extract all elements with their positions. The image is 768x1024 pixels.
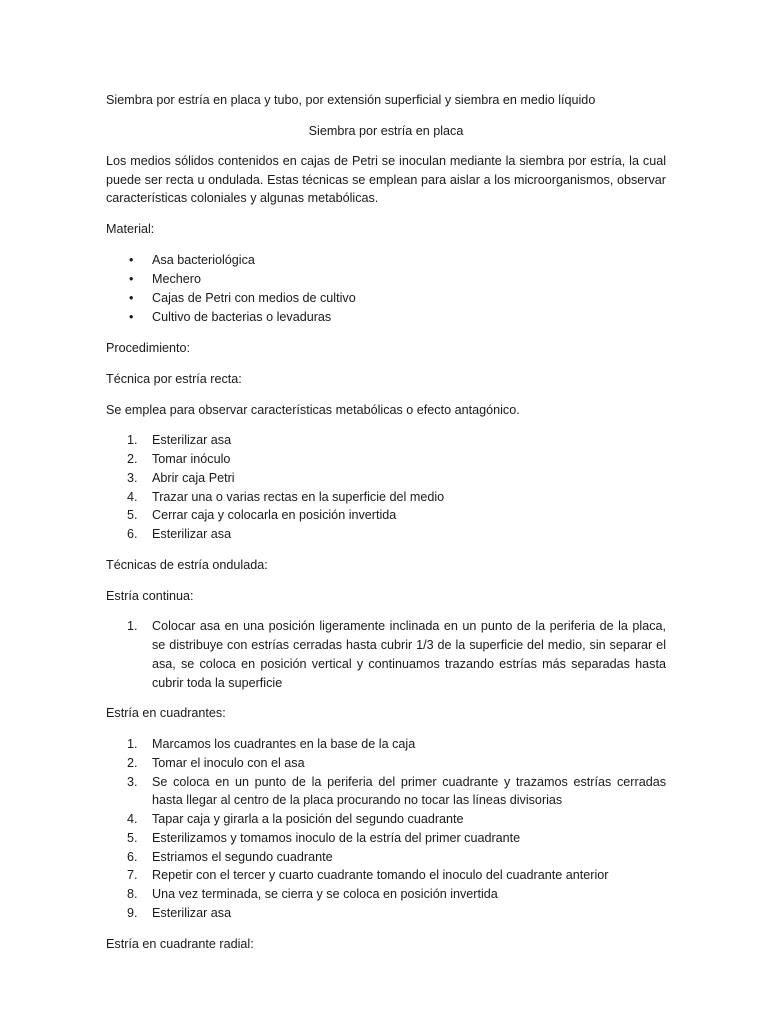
document-header-line: Siembra por estría en placa y tubo, por extensión superficial y siembra en medio líquido (106, 93, 596, 107)
step-text: Tapar caja y girarla a la posición del segundo cuadrante (152, 812, 464, 827)
step-number: 1. (127, 736, 138, 751)
step-text: Esterilizar asa (152, 906, 232, 921)
list-item: • Cultivo de bacterias o levaduras (106, 308, 666, 327)
document-page (106, 91, 666, 965)
step-number: 5. (127, 508, 138, 523)
wavy-streak-heading: Técnicas de estría ondulada: (106, 557, 268, 572)
material-heading: Material: (106, 221, 155, 236)
list-item (106, 885, 666, 904)
list-item (106, 617, 666, 692)
step-text: Marcamos los cuadrantes en la base de la caja (152, 736, 416, 751)
step-number: 7. (127, 868, 138, 883)
list-item: • Asa bacteriológica (106, 251, 666, 270)
procedure-heading: Procedimiento: (106, 341, 190, 356)
continuous-steps-list (106, 617, 666, 692)
step-number: 8. (127, 887, 138, 902)
list-item: • Cajas de Petri con medios de cultivo (106, 289, 666, 308)
straight-streak-description: Se emplea para observar características metabólicas o efecto antagónico. (106, 402, 520, 417)
step-text: Estriamos el segundo cuadrante (152, 849, 333, 864)
step-text: Una vez terminada, se cierra y se coloca en posición invertida (152, 887, 498, 902)
list-item (106, 866, 666, 885)
step-text: Se coloca en un punto de la periferia del primer cuadrante y trazamos estrías cerradas hasta llegar al centro de la placa procurando no tocar las líneas divisorias (152, 774, 666, 808)
list-item (106, 506, 666, 525)
step-number: 9. (127, 906, 138, 921)
step-number: 6. (127, 849, 138, 864)
step-number: 3. (127, 774, 138, 789)
step-number: 2. (127, 755, 138, 770)
list-item (106, 904, 666, 923)
step-number: 1. (127, 619, 138, 634)
straight-steps-list (106, 431, 666, 544)
step-number: 1. (127, 433, 138, 448)
section-title: Siembra por estría en placa (308, 123, 464, 138)
straight-streak-heading: Técnica por estría recta: (106, 371, 242, 386)
list-item (106, 810, 666, 829)
list-item (106, 525, 666, 544)
list-item (106, 848, 666, 867)
list-item (106, 754, 666, 773)
step-number: 5. (127, 830, 138, 845)
step-number: 3. (127, 470, 138, 485)
list-item (106, 488, 666, 507)
step-number: 4. (127, 489, 138, 504)
step-text: Repetir con el tercer y cuarto cuadrante tomando el inoculo del cuadrante anterior (152, 868, 609, 883)
step-text: Tomar inóculo (152, 451, 231, 466)
continuous-streak-heading: Estría continua: (106, 588, 194, 603)
step-text: Trazar una o varias rectas en la superficie del medio (152, 489, 445, 504)
list-item (106, 469, 666, 488)
list-item (106, 773, 666, 811)
step-number: 4. (127, 812, 138, 827)
step-text: Tomar el inoculo con el asa (152, 755, 305, 770)
list-item (106, 450, 666, 469)
quadrants-steps-list (106, 735, 666, 923)
step-number: 2. (127, 451, 138, 466)
list-item (106, 735, 666, 754)
list-item (106, 431, 666, 450)
step-text: Colocar asa en una posición ligeramente inclinada en un punto de la periferia de la placa, se distribuye con estrías cerradas hasta cubrir 1/3 de la superficie del medio, sin separar el asa, se coloca en posición vertical y continuamos trazando estrías más separadas hasta cubrir toda la superficie (152, 619, 666, 690)
radial-quadrant-heading: Estría en cuadrante radial: (106, 936, 254, 951)
intro-paragraph: Los medios sólidos contenidos en cajas de Petri se inoculan mediante la siembra por estría, la cual puede ser recta u ondulada. Estas técnicas se emplean para aislar a los microorganismos, observar características coloniales y algunas metabólicas. (106, 154, 666, 206)
step-number: 6. (127, 527, 138, 542)
step-text: Esterilizar asa (152, 433, 232, 448)
list-item: • Mechero (106, 270, 666, 289)
step-text: Esterilizamos y tomamos inoculo de la estría del primer cuadrante (152, 830, 521, 845)
quadrants-streak-heading: Estría en cuadrantes: (106, 706, 226, 721)
step-text: Abrir caja Petri (152, 470, 235, 485)
step-text: Esterilizar asa (152, 527, 232, 542)
step-text: Cerrar caja y colocarla en posición invertida (152, 508, 397, 523)
list-item (106, 829, 666, 848)
material-list (106, 251, 666, 328)
